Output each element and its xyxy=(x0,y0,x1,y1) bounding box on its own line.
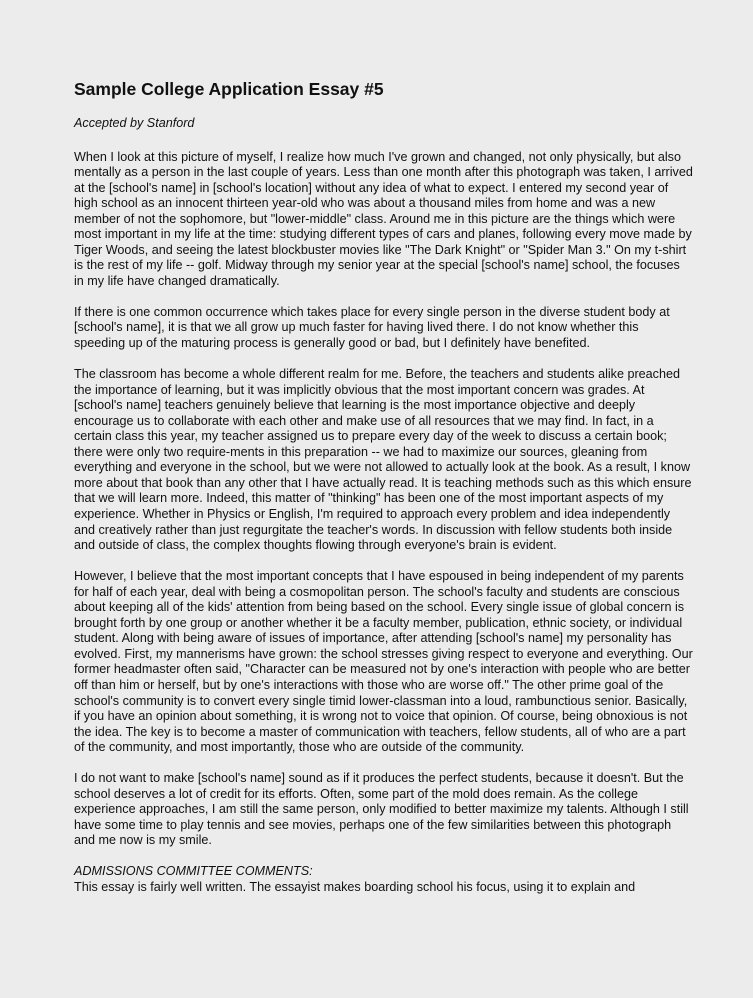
essay-paragraph-3: The classroom has become a whole different realm for me. Before, the teachers and students alike preached the importance of learning, but it was implicitly obvious that the most important concern was grades. At [school's name] teachers genuinely believe that learning is the most importance objective and deeply encourage us to collaborate with each other and make use of all resources that we may find. In fact, in a certain class this year, my teacher assigned us to prepare every day of the week to discuss a certain book; there were only two require-ments in this preparation -- we had to maximize our sources, gleaning from everything and everyone in the school, but we were not allowed to actually look at the book. As a result, I know more about that book than any other that I have actually read. It is teaching methods such as this which ensure that we will learn more. Indeed, this matter of "thinking" has been one of the most important aspects of my experience. Whether in Physics or English, I'm required to approach every problem and idea independently and creatively rather than just regurgitate the teacher's words. In discussion with fellow students both inside and outside of class, the complex thoughts flowing through everyone's brain is evident. xyxy=(74,367,692,553)
comments-text: This essay is fairly well written. The essayist makes boarding school his focus, using it to explain and xyxy=(74,879,636,894)
essay-paragraph-2: If there is one common occurrence which takes place for every single person in the diverse student body at [school's name], it is that we all grow up much faster for having lived there. I do not know whether this speeding up of the maturing process is generally good or bad, but I definitely have benefited. xyxy=(74,304,670,351)
essay-subtitle: Accepted by Stanford xyxy=(74,116,195,130)
comments-heading: ADMISSIONS COMMITTEE COMMENTS: xyxy=(74,864,313,879)
essay-title: Sample College Application Essay #5 xyxy=(74,79,384,99)
essay-paragraph-5: I do not want to make [school's name] sound as if it produces the perfect students, because it doesn't. But the school deserves a lot of credit for its efforts. Often, some part of the mold does remain. As the college experience approaches, I am still the same person, only modified to better maximize my talents. Although I still have some time to play tennis and see movies, perhaps one of the few similarities between this photograph and me now is my smile. xyxy=(74,771,689,848)
essay-paragraph-4: However, I believe that the most important concepts that I have espoused in being independent of my parents for half of each year, deal with being a cosmopolitan person. The school's faculty and students are conscious about keeping all of the kids' attention from being based on the school. Every single issue of global concern is brought forth by one group or another whether it be a faculty member, publication, ethnic society, or individual student. Along with being aware of issues of importance, after attending [school's name] my personality has evolved. First, my mannerisms have grown: the school stresses giving respect to everyone and everything. Our former headmaster often said, "Character can be measured not by one's interaction with people who are better off than him or herself, but by one's interactions with those who are worse off." The other prime goal of the school's community is to convert every single timid lower-classman into a loud, rambunctious senior. Basically, if you have an opinion about something, it is wrong not to voice that opinion. Of course, being obnoxious is not the idea. The key is to become a master of communication with teachers, fellow students, all of who are a part of the community, and most importantly, those who are outside of the community. xyxy=(74,569,693,755)
essay-paragraph-1: When I look at this picture of myself, I realize how much I've grown and changed, not only physically, but also mentally as a person in the last couple of years. Less than one month after this photograph was taken, I arrived at the [school's name] in [school's location] without any idea of what to expect. I entered my second year of high school as an innocent thirteen year-old who was about a thousand miles from home and was a new member of not the sophomore, but "lower-middle" class. Around me in this picture are the things which were most important in my life at the time: studying different types of cars and planes, following every move made by Tiger Woods, and seeing the latest blockbuster movies like "The Dark Knight" or "Spider Man 3." On my t-shirt is the rest of my life -- golf. Midway through my senior year at the special [school's name] school, the focuses in my life have changed dramatically. xyxy=(74,149,693,288)
